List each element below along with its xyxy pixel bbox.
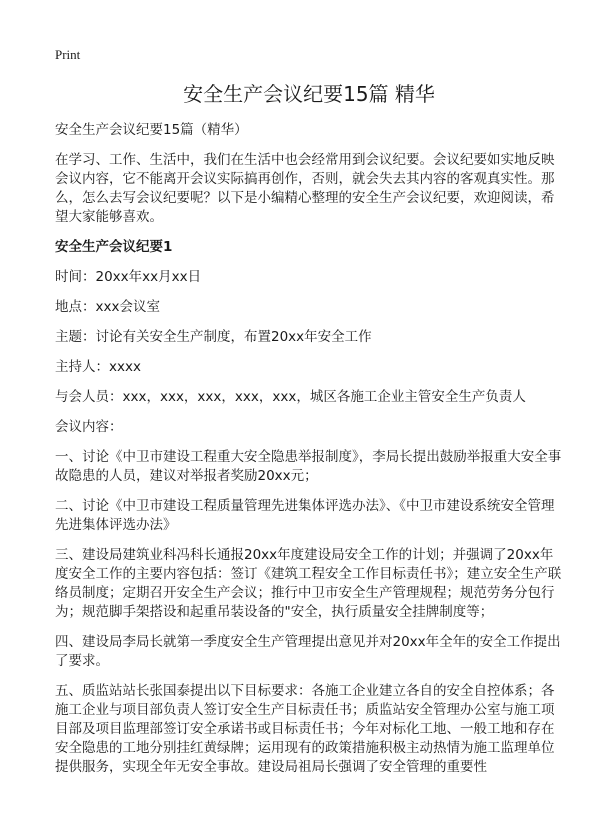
intro-paragraph: 在学习、工作、生活中，我们在生活中也会经常用到会议纪要。会议纪要如实地反映会议内容，它不能离开会议实际搞再创作，否则，就会失去其内容的客观真实性。那么，怎么去写会议纪要呢？以下是小编精心整理的安全生产会议纪要，欢迎阅读，希望大家能够喜欢。: [55, 152, 555, 225]
meeting-host: 主持人：xxxx: [55, 359, 141, 375]
content-item: 四、建设局李局长就第一季度安全生产管理提出意见并对20xx年全年的安全工作提出了要求。: [55, 634, 561, 669]
section-heading: 安全生产会议纪要1: [55, 239, 173, 255]
content-item: 二、讨论《中卫市建设工程质量管理先进集体评选办法》、《中卫市建设系统安全管理先进集体评选办法》: [55, 498, 555, 533]
page-title: 安全生产会议纪要15篇 精华: [183, 82, 435, 106]
content-item: 一、讨论《中卫市建设工程重大安全隐患举报制度》，李局长提出鼓励举报重大安全事故隐患的人员，建议对举报者奖励20xx元；: [55, 449, 562, 484]
document-body: [55, 80, 563, 788]
content-label: 会议内容：: [55, 419, 123, 435]
content-item: 五、质监站站长张国泰提出以下目标要求：各施工企业建立各自的安全自控体系；各施工企业与项目部负责人签订安全生产目标责任书；质监站安全管理办公室与施工项目部及项目监理部签订安全承诺书或目标责任书；今年对标化工地、一般工地和存在安全隐患的工地分别挂红黄绿牌；运用现有的政策措施积极主动热情为施工监理单位提供服务，实现全年无安全事故。建设局祖局长强调了安全管理的重要性: [55, 683, 555, 775]
content-item: 三、建设局建筑业科冯科长通报20xx年度建设局安全工作的计划；并强调了20xx年度安全工作的主要内容包括：签订《建筑工程安全工作目标责任书》；建立安全生产联络员制度；定期召开安全生产会议；推行中卫市安全生产管理规程；规范劳务分包行为；规范脚手架搭设和起重吊装设备的"安全，执行质量安全挂牌制度等；: [55, 547, 562, 620]
print-link[interactable]: Print: [55, 47, 81, 62]
document-subtitle: 安全生产会议纪要15篇（精华）: [55, 122, 248, 138]
meeting-time: 时间：20xx年xx月xx日: [55, 269, 202, 285]
meeting-topic: 主题：讨论有关安全生产制度，布置20xx年安全工作: [55, 329, 372, 345]
meeting-attendees: 与会人员：xxx，xxx，xxx，xxx，xxx，城区各施工企业主管安全生产负责人: [55, 389, 526, 405]
meeting-location: 地点：xxx会议室: [55, 299, 160, 315]
